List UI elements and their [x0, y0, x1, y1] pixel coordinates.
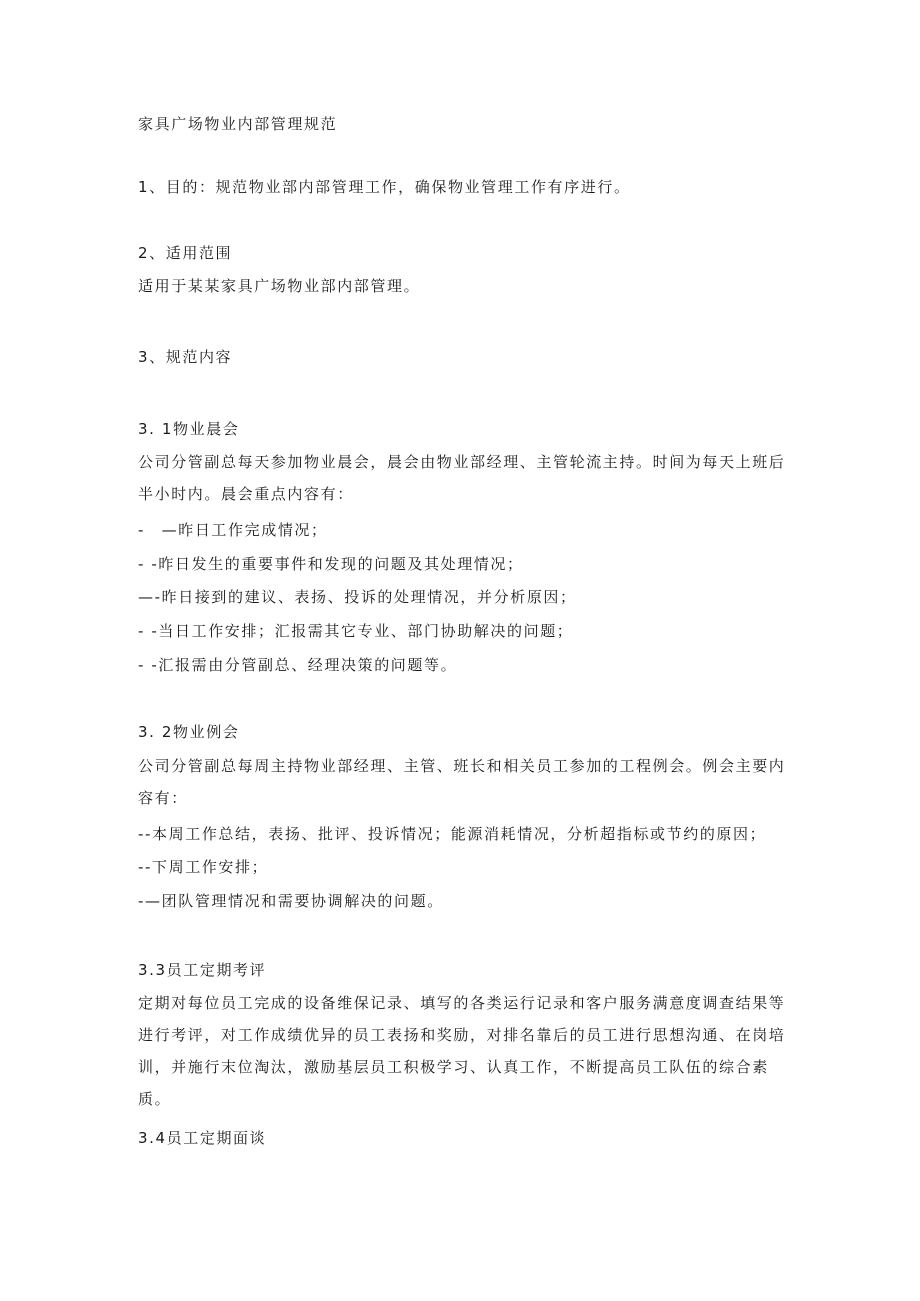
list-item: —-昨日接到的建议、表扬、投诉的处理情况，并分析原因； [138, 588, 577, 606]
section-2-text: 适用于某某家具广场物业部内部管理。 [138, 277, 421, 295]
list-item: - -当日工作安排；汇报需其它专业、部门协助解决的问题； [138, 622, 574, 640]
section-3-1-heading: 3. 1物业晨会 [138, 420, 240, 438]
list-item: - -昨日发生的重要事件和发现的问题及其处理情况； [138, 555, 524, 573]
section-3-4-heading: 3.4员工定期面谈 [138, 1129, 267, 1147]
list-item: - —昨日工作完成情况； [138, 521, 328, 539]
section-3-1-paragraph: 公司分管副总每天参加物业晨会，晨会由物业部经理、主管轮流主持。时间为每天上班后半小时内。晨会重点内容有： [138, 453, 786, 503]
list-item: --下周工作安排； [138, 858, 269, 876]
list-item: - -汇报需由分管副总、经理决策的问题等。 [138, 656, 458, 674]
section-3-3-paragraph: 定期对每位员工完成的设备维保记录、填写的各类运行记录和客户服务满意度调查结果等进行考评，对工作成绩优异的员工表扬和奖励，对排名靠后的员工进行思想沟通、在岗培训，并施行末位淘汰，激励基层员工积极学习、认真工作，不断提高员工队伍的综合素质。 [138, 994, 786, 1108]
document-title: 家具广场物业内部管理规范 [138, 115, 338, 133]
list-item: --本周工作总结，表扬、批评、投诉情况；能源消耗情况，分析超指标或节约的原因； [138, 825, 767, 843]
list-item: -—团队管理情况和需要协调解决的问题。 [138, 892, 444, 910]
section-3-heading: 3、规范内容 [138, 348, 233, 366]
section-1-purpose: 1、目的：规范物业部内部管理工作，确保物业管理工作有序进行。 [138, 178, 631, 196]
section-2-heading: 2、适用范围 [138, 244, 233, 262]
section-3-3-heading: 3.3员工定期考评 [138, 961, 267, 979]
section-3-2-paragraph: 公司分管副总每周主持物业部经理、主管、班长和相关员工参加的工程例会。例会主要内容有： [138, 757, 786, 807]
section-3-2-heading: 3. 2物业例会 [138, 723, 240, 741]
